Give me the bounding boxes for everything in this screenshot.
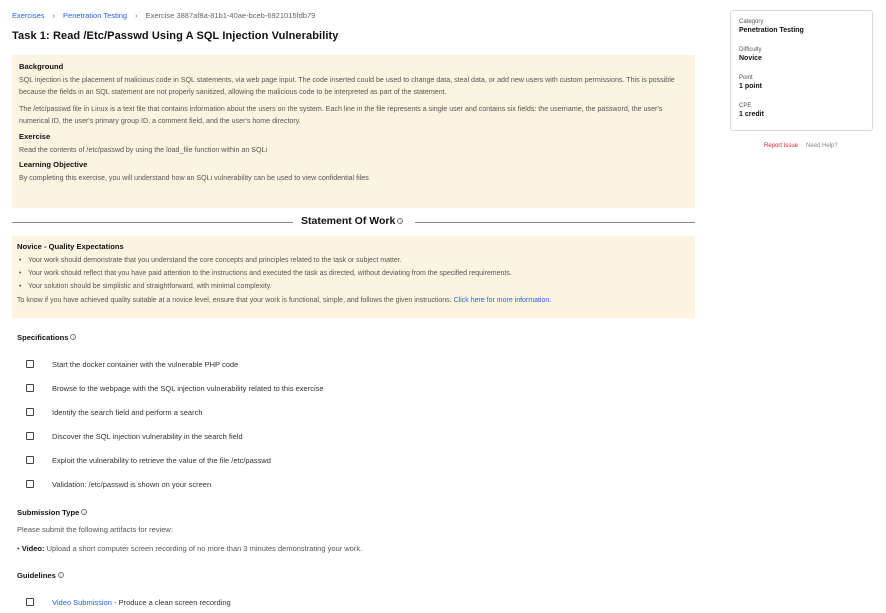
specifications-heading: Specifications i bbox=[17, 333, 76, 342]
breadcrumb-penetration-testing[interactable]: Penetration Testing bbox=[63, 11, 128, 20]
exercise-text: Read the contents of /etc/passwd by using the load_file function within an SQLi bbox=[19, 145, 268, 154]
breadcrumb-separator: › bbox=[135, 11, 138, 20]
background-paragraph-1: SQL injection is the placement of malicious code in SQL statements, via web page input. The code inserted could be used to change data, steal data, or add new users with custom permissions. This is possible because the fields in an SQL statement are not properly sanitized, allowing the malicious code to be interpreted as part of the statement. bbox=[19, 76, 675, 97]
video-submission-link[interactable]: Video Submission bbox=[52, 597, 112, 607]
learning-objective-text: By completing this exercise, you will understand how an SQLi vulnerability can be used to view confidential files bbox=[19, 174, 369, 183]
checkbox[interactable] bbox=[26, 456, 34, 464]
specification-item[interactable] bbox=[26, 430, 243, 442]
list-item: • Your solution should be simplistic and straightforward, with minimal complexity. bbox=[17, 280, 690, 293]
info-icon[interactable]: i bbox=[81, 509, 87, 515]
checkbox[interactable] bbox=[26, 432, 34, 440]
report-issue-link[interactable]: Report Issue bbox=[764, 143, 799, 149]
submission-video-text: Upload a short computer screen recording of no more than 3 minutes demonstrating your work. bbox=[46, 544, 363, 553]
novice-quality-box bbox=[12, 236, 695, 318]
sidebar-links bbox=[764, 143, 838, 149]
novice-heading: Novice - Quality Expectations bbox=[17, 242, 124, 251]
info-icon[interactable]: i bbox=[58, 572, 64, 578]
statement-of-work-divider bbox=[12, 214, 695, 230]
divider-line-left bbox=[12, 222, 293, 223]
need-help-link[interactable]: Need Help? bbox=[806, 143, 838, 149]
checkbox[interactable] bbox=[26, 360, 34, 368]
guideline-item[interactable] bbox=[26, 596, 231, 608]
background-heading: Background bbox=[19, 62, 64, 71]
specification-label: Browse to the webpage with the SQL injection vulnerability related to this exercise bbox=[52, 383, 324, 393]
submission-video-label: Video: bbox=[21, 544, 45, 553]
statement-of-work-title: Statement Of Work i bbox=[301, 215, 403, 227]
exercise-heading: Exercise bbox=[19, 131, 51, 141]
guidelines-heading: Guidelines i bbox=[17, 571, 64, 580]
submission-video-item: • Video: Upload a short computer screen recording of no more than 3 minutes demonstrating your work. bbox=[17, 544, 363, 553]
difficulty-value: Novice bbox=[739, 55, 762, 62]
checkbox[interactable] bbox=[26, 384, 34, 392]
specification-item[interactable] bbox=[26, 406, 203, 418]
category-value: Penetration Testing bbox=[739, 27, 804, 34]
more-information-link[interactable]: Click here for more information. bbox=[453, 296, 552, 304]
guideline-label: Video Submission - Produce a clean screen recording bbox=[52, 597, 231, 607]
learning-objective-heading: Learning Objective bbox=[19, 160, 88, 170]
checkbox[interactable] bbox=[26, 480, 34, 488]
specification-item[interactable] bbox=[26, 382, 324, 394]
cpe-label: CPE bbox=[739, 103, 752, 109]
info-icon[interactable]: i bbox=[70, 334, 76, 340]
checkbox[interactable] bbox=[26, 598, 34, 606]
submission-intro: Please submit the following artifacts for review: bbox=[17, 525, 173, 534]
specification-label: Exploit the vulnerability to retrieve the value of the file /etc/passwd bbox=[52, 455, 271, 465]
breadcrumb bbox=[12, 11, 315, 20]
cpe-value: 1 credit bbox=[739, 111, 764, 118]
specification-label: Start the docker container with the vulnerable PHP code bbox=[52, 359, 239, 369]
list-item: • Your work should demonstrate that you understand the core concepts and principles related to the task or subject matter. bbox=[17, 254, 690, 267]
breadcrumb-exercises[interactable]: Exercises bbox=[12, 11, 45, 20]
specification-label: Discover the SQL injection vulnerability in the search field bbox=[52, 431, 243, 441]
info-icon[interactable]: i bbox=[397, 218, 403, 224]
novice-footer: To know if you have achieved quality suitable at a novice level, ensure that your work is functional, simple, and follows the given instructions. Click here for more information. bbox=[17, 296, 552, 304]
specification-item[interactable] bbox=[26, 454, 271, 466]
specification-label: Identify the search field and perform a search bbox=[52, 407, 203, 417]
submission-type-heading: Submission Type i bbox=[17, 508, 87, 517]
checkbox[interactable] bbox=[26, 408, 34, 416]
background-box bbox=[12, 55, 695, 208]
difficulty-label: Difficulty bbox=[739, 47, 762, 53]
list-item: • Your work should reflect that you have paid attention to the instructions and executed the task as directed, without deviating from the specified requirements. bbox=[17, 267, 690, 280]
point-label: Point bbox=[739, 75, 753, 81]
point-value: 1 point bbox=[739, 83, 762, 90]
page-title: Task 1: Read /Etc/Passwd Using A SQL Injection Vulnerability bbox=[12, 30, 339, 42]
specification-item[interactable] bbox=[26, 478, 211, 490]
exercise-info-card bbox=[730, 10, 873, 131]
specification-label: Validation: /etc/passwd is shown on your screen bbox=[52, 479, 212, 489]
breadcrumb-current: Exercise 3887af8a-81b1-40ae-bceb-6921015fdb79 bbox=[145, 11, 316, 20]
background-paragraph-2: The /etc/passwd file in Linux is a text file that contains information about the users on the system. Each line in the file represents a single user and contains six fields: the username, the password, the user's numerical ID, the user's primary group ID, a comment field, and the user's home directory. bbox=[19, 104, 663, 126]
specification-item[interactable] bbox=[26, 358, 238, 370]
category-label: Category bbox=[739, 19, 764, 25]
link-separator: · bbox=[801, 143, 804, 149]
breadcrumb-separator: › bbox=[52, 11, 56, 20]
divider-line-right bbox=[415, 222, 695, 223]
novice-bullets bbox=[17, 254, 690, 294]
